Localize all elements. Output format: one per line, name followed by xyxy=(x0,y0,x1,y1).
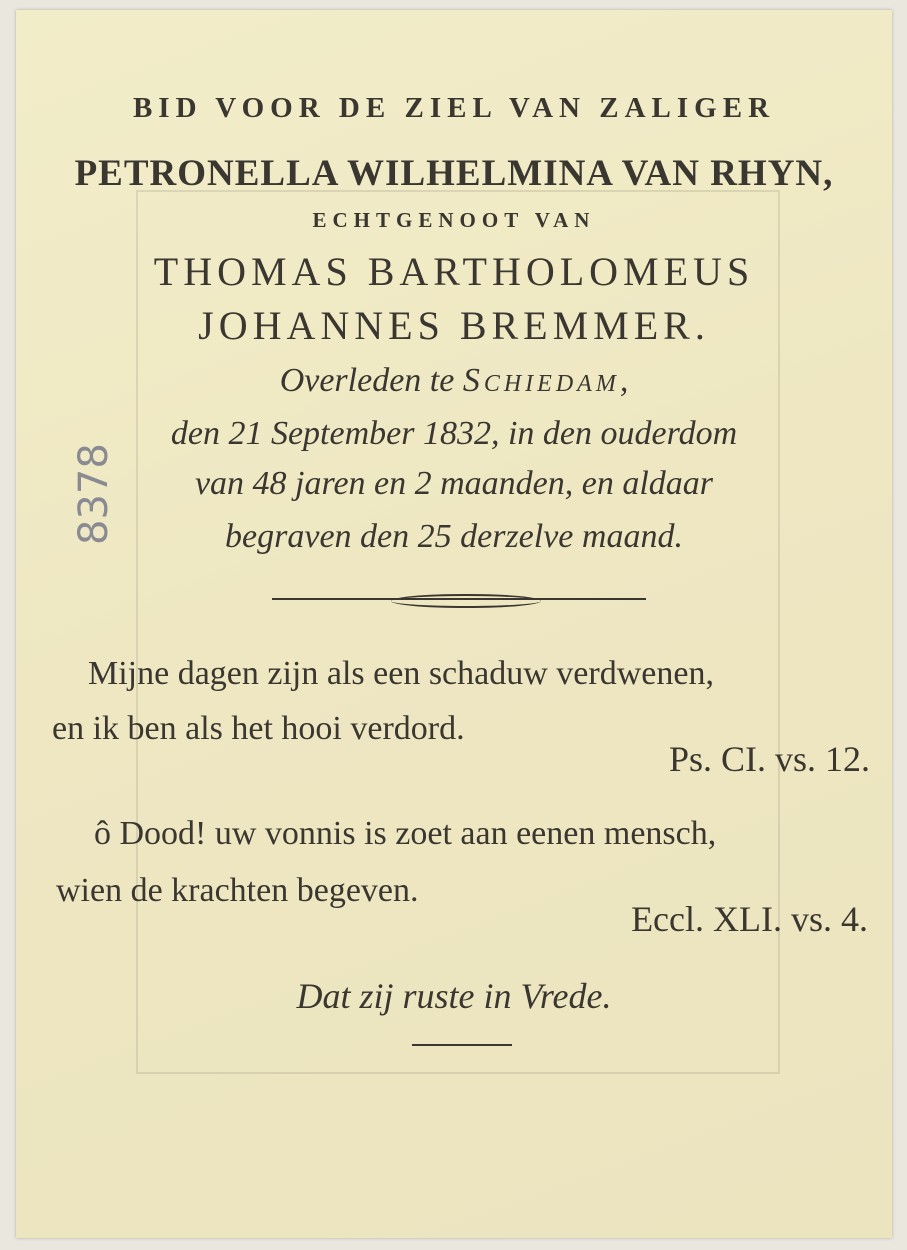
burial-line: begraven den 25 derzelve maand. xyxy=(225,518,683,555)
closing-divider xyxy=(412,1044,512,1046)
ornamental-divider-swell xyxy=(391,594,541,608)
verse2-reference: Eccl. XLI. vs. 4. xyxy=(631,899,868,939)
spouse-name-line1: THOMAS BARTHOLOMEUS xyxy=(153,249,755,294)
death-place-town: Schiedam xyxy=(462,362,620,399)
handwritten-inventory-number-text: 8378 xyxy=(71,443,117,545)
memorial-card xyxy=(16,10,892,1238)
death-date-line: den 21 September 1832, in den ouderdom xyxy=(170,415,738,452)
closing-blessing: Dat zij ruste in Vrede. xyxy=(296,976,612,1016)
prayer-heading: BID VOOR DE ZIEL VAN ZALIGER xyxy=(132,92,776,124)
verse2-line2: wien de krachten begeven. xyxy=(56,872,419,909)
verse1-line2: en ik ben als het hooi verdord. xyxy=(52,710,465,747)
verse2-line1: ô Dood! uw vonnis is zoet aan eenen mensch, xyxy=(94,815,717,852)
death-place-line xyxy=(16,362,892,400)
death-place-prefix: Overleden te xyxy=(279,362,463,399)
death-place-comma: , xyxy=(619,362,629,399)
age-line: van 48 jaren en 2 maanden, en aldaar xyxy=(194,465,714,502)
deceased-name: PETRONELLA WILHELMINA VAN RHYN, xyxy=(74,153,834,194)
spouse-heading: ECHTGENOOT VAN xyxy=(312,208,596,232)
spouse-name-line2: JOHANNES BREMMER. xyxy=(198,303,710,348)
verse1-line1: Mijne dagen zijn als een schaduw verdwenen, xyxy=(88,655,714,692)
verse1-reference: Ps. CI. vs. 12. xyxy=(668,739,870,779)
